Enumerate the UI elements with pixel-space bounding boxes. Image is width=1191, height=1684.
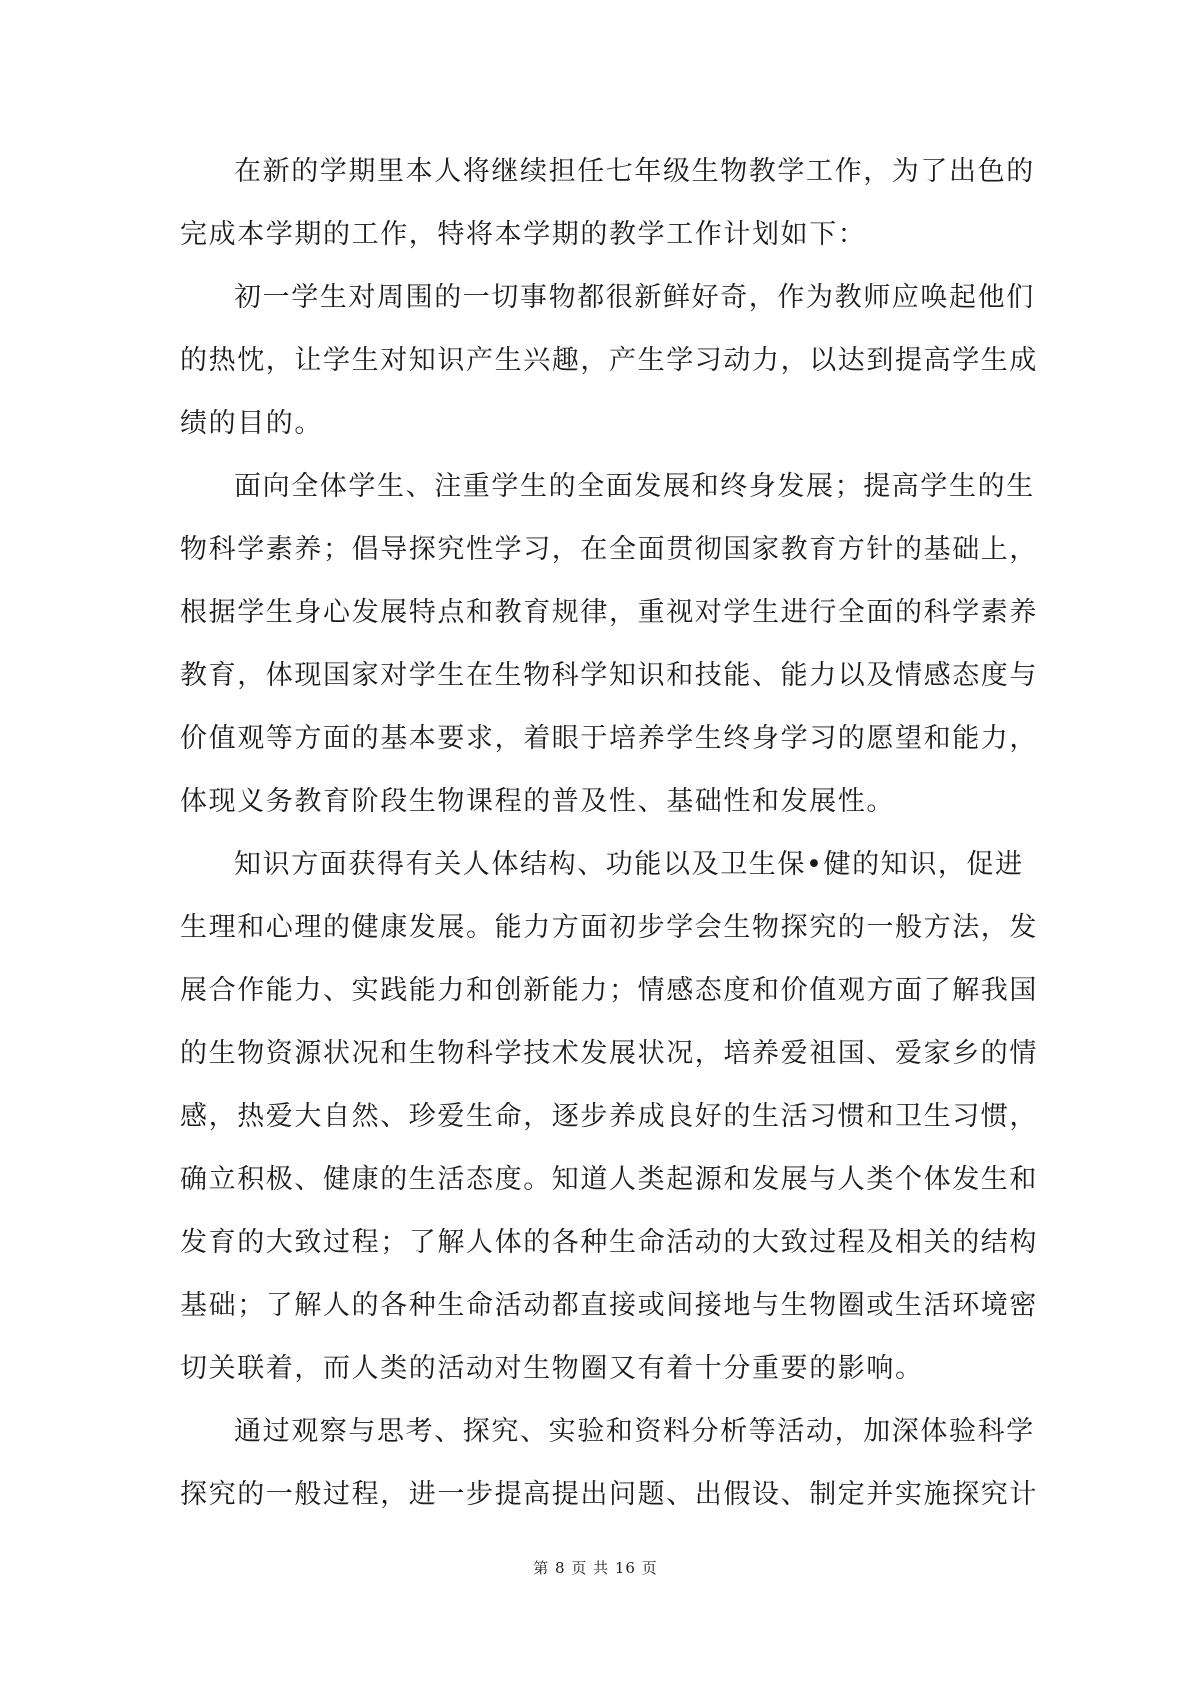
text-line: 根据学生身心发展特点和教育规律，重视对学生进行全面的科学素养 [180,597,1038,628]
paragraph-3 [180,455,1038,833]
paragraph-2 [180,266,1038,455]
text-line: 探究的一般过程，进一步提高提出问题、出假设、制定并实施探究计 [180,1479,1038,1510]
text-line: 在新的学期里本人将继续担任七年级生物教学工作，为了出色的 [234,156,1035,187]
text-line: 物科学素养；倡导探究性学习，在全面贯彻国家教育方针的基础上， [180,534,1038,565]
text-line: 面向全体学生、注重学生的全面发展和终身发展；提高学生的生 [234,471,1035,502]
text-line: 通过观察与思考、探究、实验和资料分析等活动，加深体验科学 [234,1416,1035,1447]
text-line: 展合作能力、实践能力和创新能力；情感态度和价值观方面了解我国 [180,975,1038,1006]
text-line: 切关联着，而人类的活动对生物圈又有着十分重要的影响。 [180,1353,924,1384]
text-line: 确立积极、健康的生活态度。知道人类起源和发展与人类个体发生和 [180,1164,1038,1195]
text-line: 的生物资源状况和生物科学技术发展状况，培养爱祖国、爱家乡的情 [180,1038,1038,1069]
text-line: 绩的目的。 [180,408,323,439]
text-line: 初一学生对周围的一切事物都很新鲜好奇，作为教师应唤起他们 [234,282,1035,313]
text-line: 生理和心理的健康发展。能力方面初步学会生物探究的一般方法，发 [180,912,1038,943]
text-line: 发育的大致过程；了解人体的各种生命活动的大致过程及相关的结构 [180,1227,1038,1258]
text-line: 感，热爱大自然、珍爱生命，逐步养成良好的生活习惯和卫生习惯， [180,1101,1038,1132]
text-line: 基础；了解人的各种生命活动都直接或间接地与生物圈或生活环境密 [180,1290,1038,1321]
text-line: 的热忱，让学生对知识产生兴趣，产生学习动力，以达到提高学生成 [180,345,1038,376]
paragraph-5 [180,1400,1038,1526]
text-line: 完成本学期的工作，特将本学期的教学工作计划如下： [180,219,867,250]
document-body [180,140,1038,1526]
page-number-footer: 第 8 页 共 16 页 [533,1559,658,1577]
text-line: 知识方面获得有关人体结构、功能以及卫生保•健的知识，促进 [234,849,1024,880]
paragraph-4 [180,833,1038,1400]
text-line: 体现义务教育阶段生物课程的普及性、基础性和发展性。 [180,786,895,817]
paragraph-1 [180,140,1035,266]
text-line: 教育，体现国家对学生在生物科学知识和技能、能力以及情感态度与 [180,660,1038,691]
text-line: 价值观等方面的基本要求，着眼于培养学生终身学习的愿望和能力， [180,723,1038,754]
